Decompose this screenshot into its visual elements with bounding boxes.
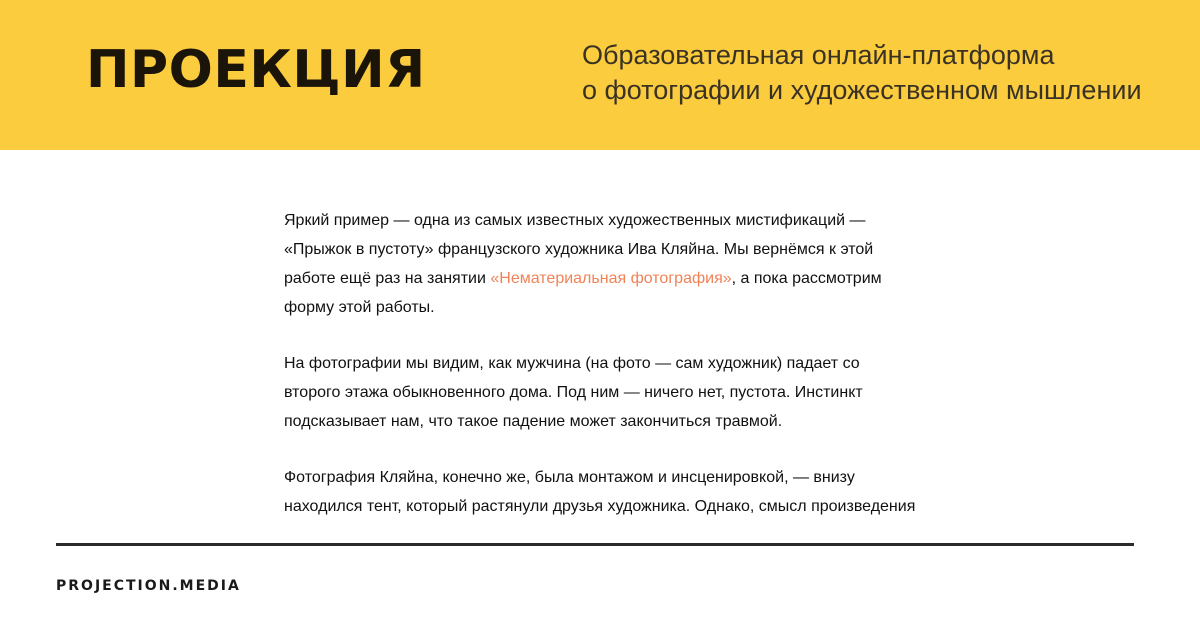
paragraph-2-line-2: второго этажа обыкновенного дома. Под ним — ничего нет, пустота. Инстинкт [284,384,863,401]
paragraph-1-line-4: форму этой работы. [284,299,435,316]
brand-logo: ПРОЕКЦИЯ [86,40,426,100]
tagline-line-1: Образовательная онлайн-платформа [582,40,1055,70]
footer-divider [56,543,1134,546]
paragraph-3-line-1: Фотография Кляйна, конечно же, была монтажом и инсценировкой, — внизу [284,469,855,486]
paragraph-1 [284,206,924,322]
site-url: PROJECTION.MEDIA [56,578,241,594]
paragraph-1-line-1: Яркий пример — одна из самых известных художественных мистификаций — [284,212,866,229]
brand-tagline [582,38,1142,108]
lesson-link[interactable]: «Нематериальная фотография» [490,270,732,287]
paragraph-2-line-1: На фотографии мы видим, как мужчина (на фото — сам художник) падает со [284,355,860,372]
paragraph-1-line-2: «Прыжок в пустоту» французского художника Ива Кляйна. Мы вернёмся к этой [284,241,874,258]
paragraph-2-line-3: подсказывает нам, что такое падение может закончиться травмой. [284,413,783,430]
tagline-line-2: о фотографии и художественном мышлении [582,75,1142,105]
paragraph-3-line-2: находился тент, который растянули друзья художника. Однако, смысл произведения [284,498,916,515]
paragraph-1-line-3 [284,264,924,293]
article-excerpt [284,206,924,526]
paragraph-3 [284,463,924,521]
header-banner [0,0,1200,150]
paragraph-2 [284,349,924,436]
line-3-text-after: , а пока рассмотрим [731,270,882,287]
line-3-text-before: работе ещё раз на занятии [284,270,491,287]
